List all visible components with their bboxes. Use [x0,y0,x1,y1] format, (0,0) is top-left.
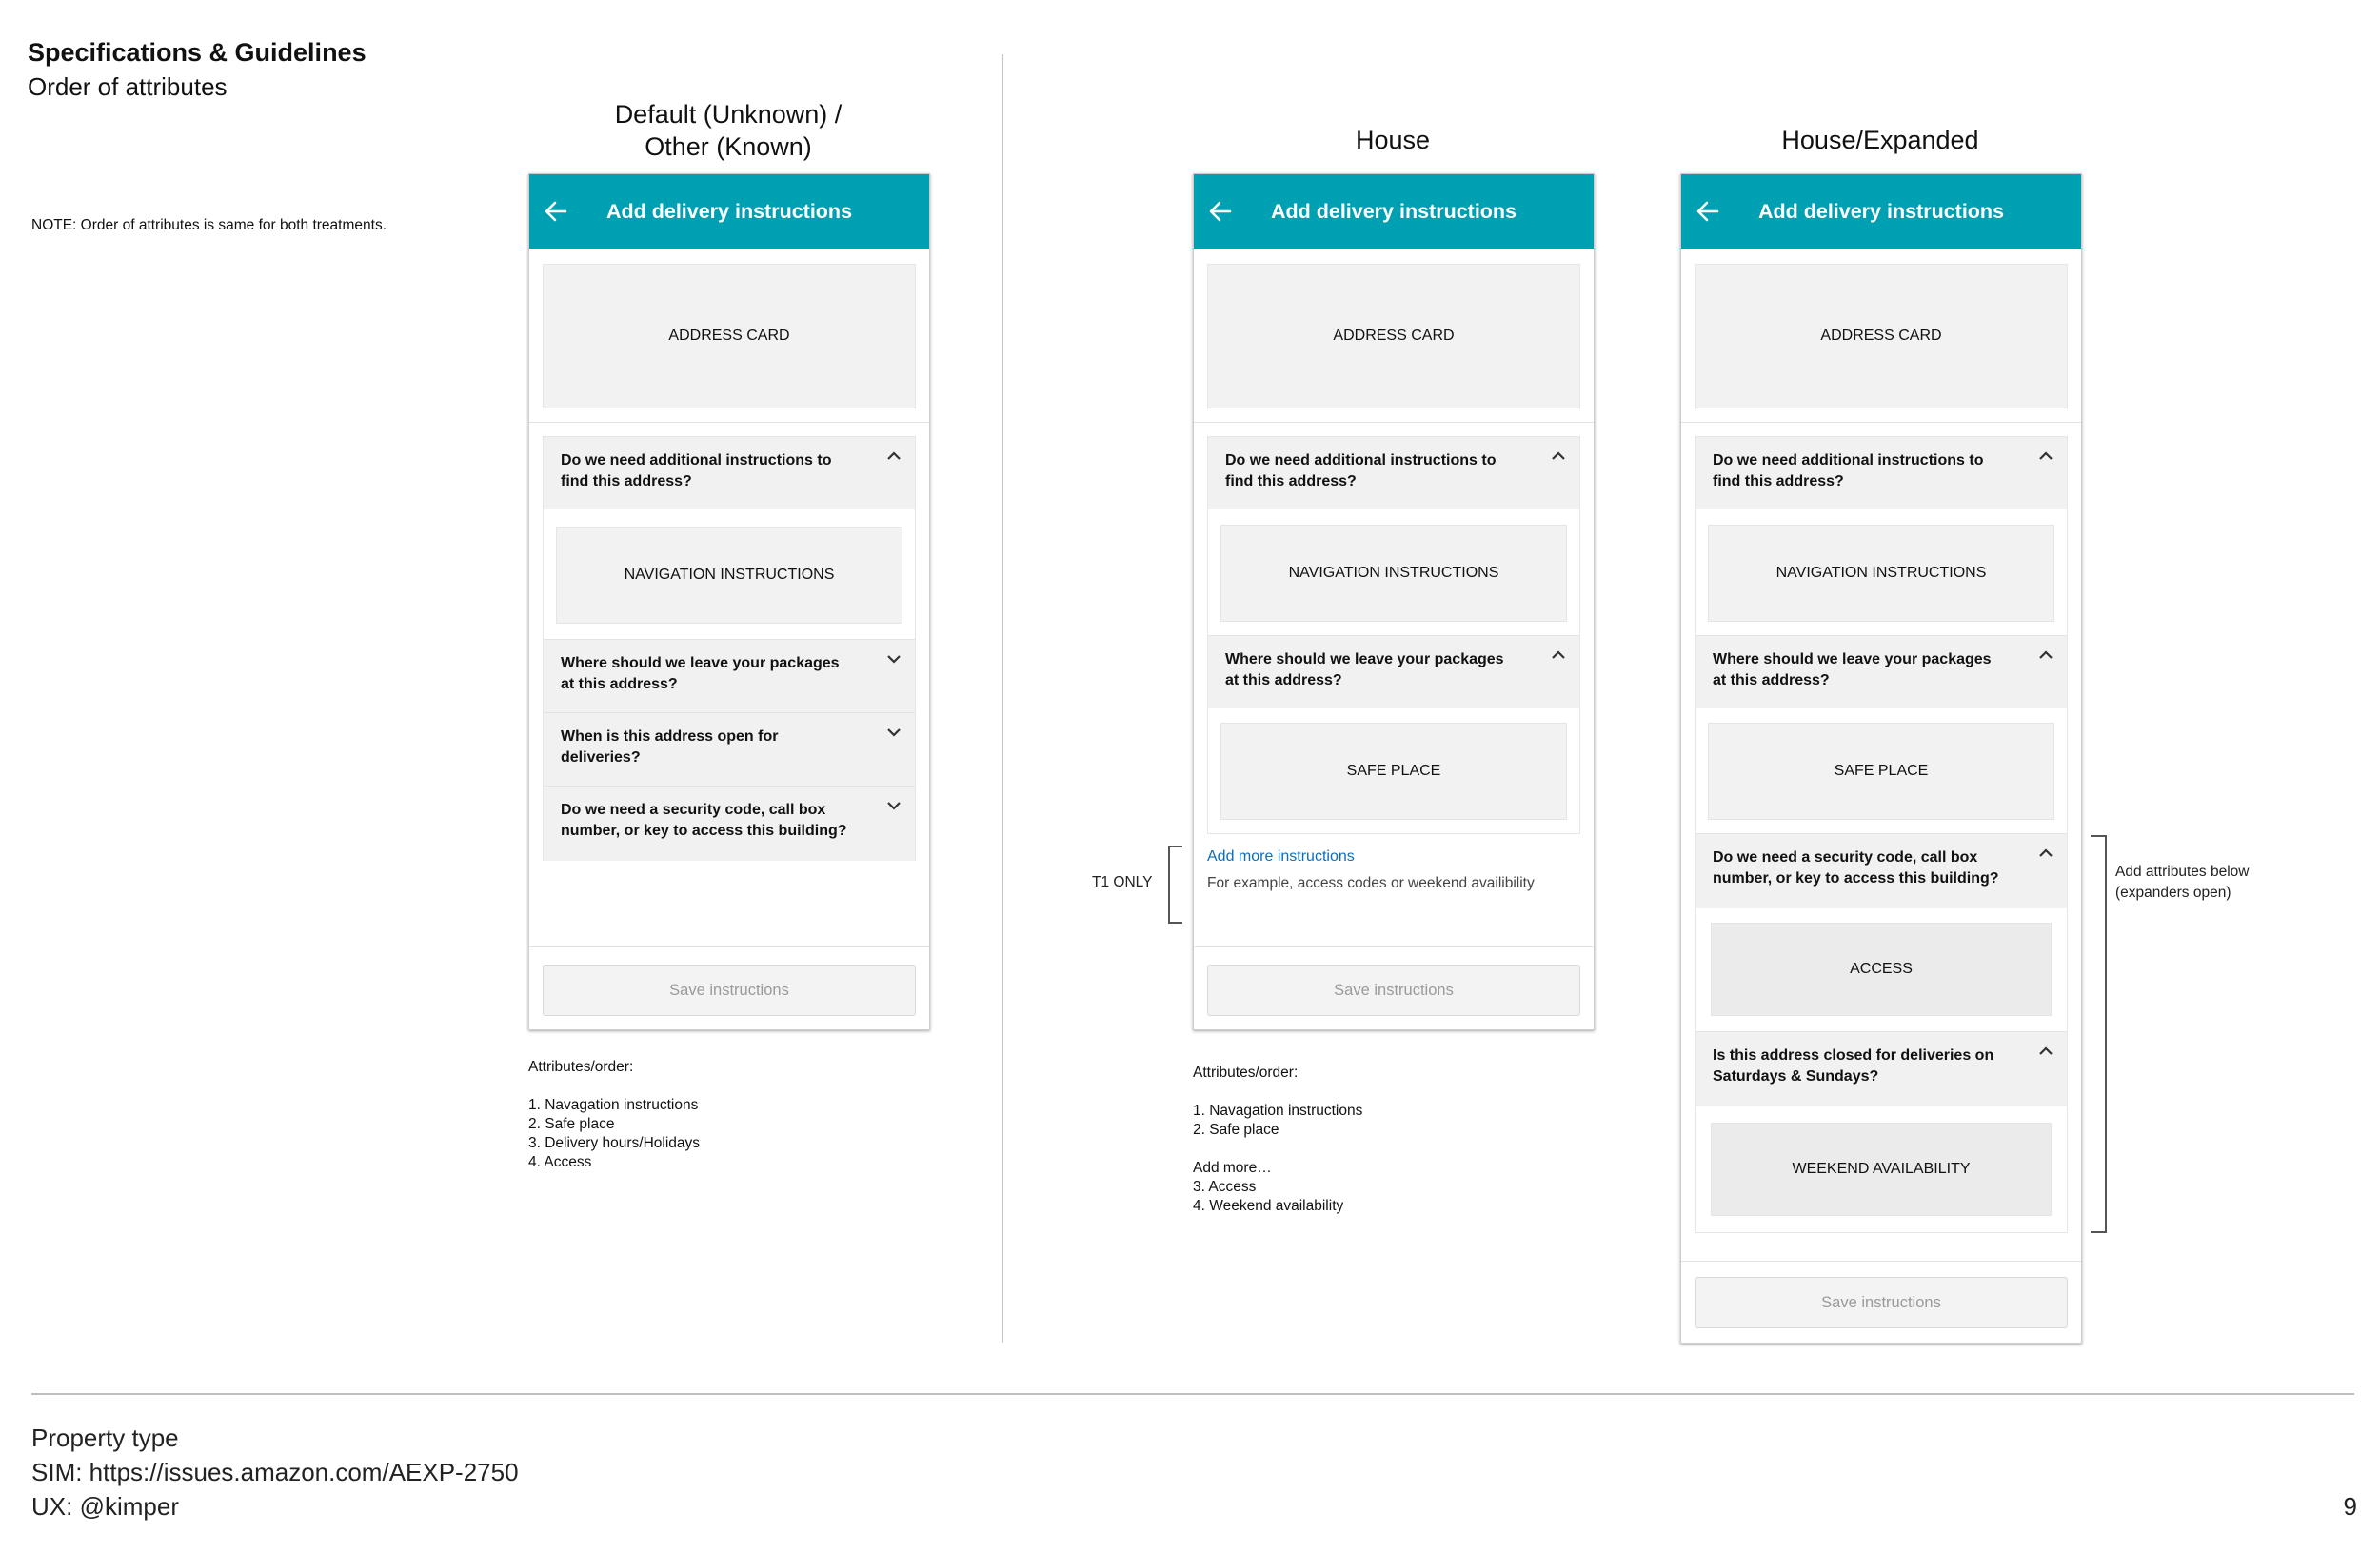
expander-leave-packages[interactable] [1208,635,1579,708]
attribute-item: 1. Navagation instructions [1193,1103,1363,1119]
t1-bracket [1165,846,1186,924]
attributes-panel [1695,436,2068,1233]
expander-label: Is this address closed for deliveries on Saturdays & Sundays? [1713,1047,1994,1085]
footer-property-type: Property type [31,1424,179,1452]
chevron-down-icon [886,653,902,665]
expander-leave-packages[interactable] [1696,635,2067,708]
save-instructions-button[interactable]: Save instructions [1695,1277,2068,1328]
expander-label: Do we need additional instructions to find this address? [561,452,832,489]
chevron-up-icon [1551,649,1566,661]
expander-security-code[interactable] [1696,833,2067,908]
chevron-up-icon [2038,450,2053,462]
footer-ux-owner: UX: @kimper [31,1492,179,1521]
footer-divider [31,1393,2354,1395]
expanded-note: Add attributes below (expanders open) [2115,864,2250,901]
save-instructions-button[interactable]: Save instructions [543,965,916,1016]
expander-label: When is this address open for deliveries? [561,728,779,766]
expander-label: Do we need additional instructions to find this address? [1225,452,1497,489]
safe-place[interactable]: SAFE PLACE [1220,723,1567,820]
safe-place[interactable]: SAFE PLACE [1708,723,2054,820]
column-title-expanded: House/Expanded [1781,126,1979,154]
t1-only-label: T1 ONLY [1092,874,1153,890]
expander-label: Where should we leave your packages at this address? [561,655,840,692]
divider [1194,422,1594,423]
divider [1194,946,1594,947]
expander-open-hours[interactable] [544,712,915,786]
column-title-house: House [1355,126,1431,154]
attributes-heading: Attributes/order: [528,1059,634,1075]
column-divider [1002,54,1003,1343]
page-number: 9 [2343,1492,2357,1521]
attribute-item: 2. Safe place [1193,1122,1279,1138]
expanded-bracket [2089,835,2110,1233]
page-subtitle: Order of attributes [28,72,228,101]
expander-label: Where should we leave your packages at this address? [1713,651,1992,688]
chevron-up-icon [886,450,902,462]
attribute-item: 3. Access [1193,1179,1257,1195]
app-title: Add delivery instructions [1757,200,2005,223]
chevron-down-icon [886,800,902,811]
chevron-down-icon [886,727,902,738]
app-title: Add delivery instructions [605,200,853,223]
add-more-instructions-link[interactable]: Add more instructions [1207,848,1355,865]
expander-security-code[interactable] [544,786,915,861]
expander-find-address[interactable] [1208,437,1579,509]
divider [1681,422,2081,423]
app-bar [1681,174,2081,249]
expander-find-address[interactable] [1696,437,2067,509]
app-bar [1194,174,1594,249]
expander-label: Do we need a security code, call box number, or key to access this building? [1713,849,1999,887]
address-card[interactable]: ADDRESS CARD [1207,264,1580,408]
phone-default [528,173,930,1030]
attribute-item: 4. Access [528,1154,592,1170]
app-bar [529,174,929,249]
expander-label: Do we need additional instructions to find this address? [1713,452,1984,489]
phone-house-expanded [1680,173,2082,1344]
attributes-list-house [1193,1064,1362,1216]
expander-label: Do we need a security code, call box number, or key to access this building? [561,802,847,839]
expander-weekend-closed[interactable] [1696,1031,2067,1106]
attributes-more-heading: Add more… [1193,1160,1272,1176]
divider [529,946,929,947]
chevron-up-icon [2038,649,2053,661]
divider [1681,1261,2081,1262]
chevron-up-icon [2038,847,2053,859]
attribute-item: 4. Weekend availability [1193,1198,1344,1214]
save-instructions-button[interactable]: Save instructions [1207,965,1580,1016]
expander-label: Where should we leave your packages at this address? [1225,651,1504,688]
page-title: Specifications & Guidelines [28,38,367,67]
divider [529,422,929,423]
navigation-instructions[interactable]: NAVIGATION INSTRUCTIONS [1708,525,2054,622]
phone-house [1193,173,1595,1030]
expander-leave-packages[interactable] [544,639,915,712]
attribute-item: 3. Delivery hours/Holidays [528,1135,701,1151]
column-title-default: Default (Unknown) / Other (Known) [614,100,843,161]
attributes-heading: Attributes/order: [1193,1065,1299,1081]
chevron-up-icon [1551,450,1566,462]
add-more-hint: For example, access codes or weekend availibility [1207,875,1535,891]
navigation-instructions[interactable]: NAVIGATION INSTRUCTIONS [556,527,902,624]
attributes-panel [543,436,916,861]
address-card[interactable]: ADDRESS CARD [1695,264,2068,408]
access[interactable]: ACCESS [1711,923,2052,1016]
weekend-availability[interactable]: WEEKEND AVAILABILITY [1711,1123,2052,1216]
chevron-up-icon [2038,1046,2053,1057]
treatment-note: NOTE: Order of attributes is same for both treatments. [31,217,387,233]
address-card[interactable]: ADDRESS CARD [543,264,916,408]
attribute-item: 1. Navagation instructions [528,1097,699,1113]
expander-find-address[interactable] [544,437,915,509]
footer-sim-link[interactable]: SIM: https://issues.amazon.com/AEXP-2750 [31,1458,519,1486]
attribute-item: 2. Safe place [528,1116,615,1132]
attributes-panel [1207,436,1580,834]
navigation-instructions[interactable]: NAVIGATION INSTRUCTIONS [1220,525,1567,622]
app-title: Add delivery instructions [1270,200,1517,223]
attributes-list-default [528,1058,700,1172]
